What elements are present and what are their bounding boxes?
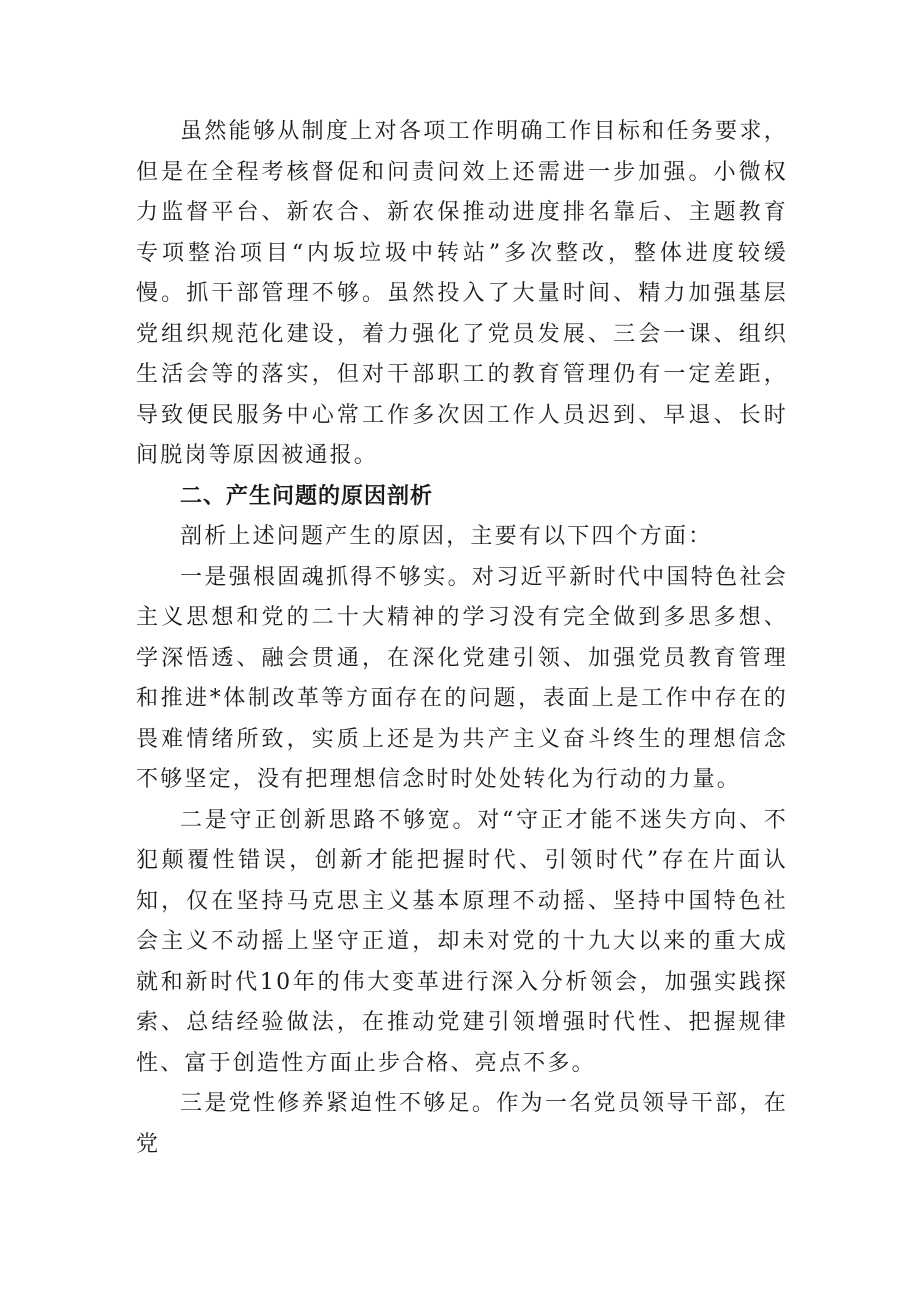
paragraph-analysis-intro: 剖析上述问题产生的原因，主要有以下四个方面： [180, 524, 713, 549]
paragraph-management-issues: 虽然能够从制度上对各项工作明确工作目标和任务要求，但是在全程考核督促和问责问效上还需进一步加强。小微权力监督平台、新农合、新农保推动进度排名靠后、主题教育专项整治项目“内坂垃圾中转站”多次整改，整体进度较缓慢。抓干部管理不够。虽然投入了大量时间、精力加强基层党组织规范化建设，着力强化了党员发展、三会一课、组织生活会等的落实，但对干部职工的教育管理仍有一定差距，导致便民服务中心常工作多次因工作人员迟到、早退、长时间脱岗等原因被通报。 [136, 119, 788, 468]
paragraph-reason-one: 一是强根固魂抓得不够实。对习近平新时代中国特色社会主义思想和党的二十大精神的学习没有完全做到多思多想、学深悟透、融会贯通，在深化党建引领、加强党员教育管理和推进*体制改革等方面存在的问题，表面上是工作中存在的畏难情绪所致，实质上还是为共产主义奋斗终生的理想信念不够坚定，没有把理想信念时时处处转化为行动的力量。 [136, 564, 788, 792]
section-heading-cause-analysis: 二、产生问题的原因剖析 [180, 483, 434, 509]
paragraph-reason-three: 三是党性修养紧迫性不够足。作为一名党员领导干部，在党 [136, 1091, 788, 1157]
paragraph-reason-two: 二是守正创新思路不够宽。对“守正才能不迷失方向、不犯颠覆性错误，创新才能把握时代、引领时代”存在片面认知，仅在坚持马克思主义基本原理不动摇、坚持中国特色社会主义不动摇上坚守正道，却未对党的十九大以来的重大成就和新时代10年的伟大变革进行深入分析领会，加强实践探索、总结经验做法，在推动党建引领增强时代性、把握规律性、富于创造性方面止步合格、亮点不多。 [136, 807, 788, 1076]
document-body [136, 112, 788, 1165]
